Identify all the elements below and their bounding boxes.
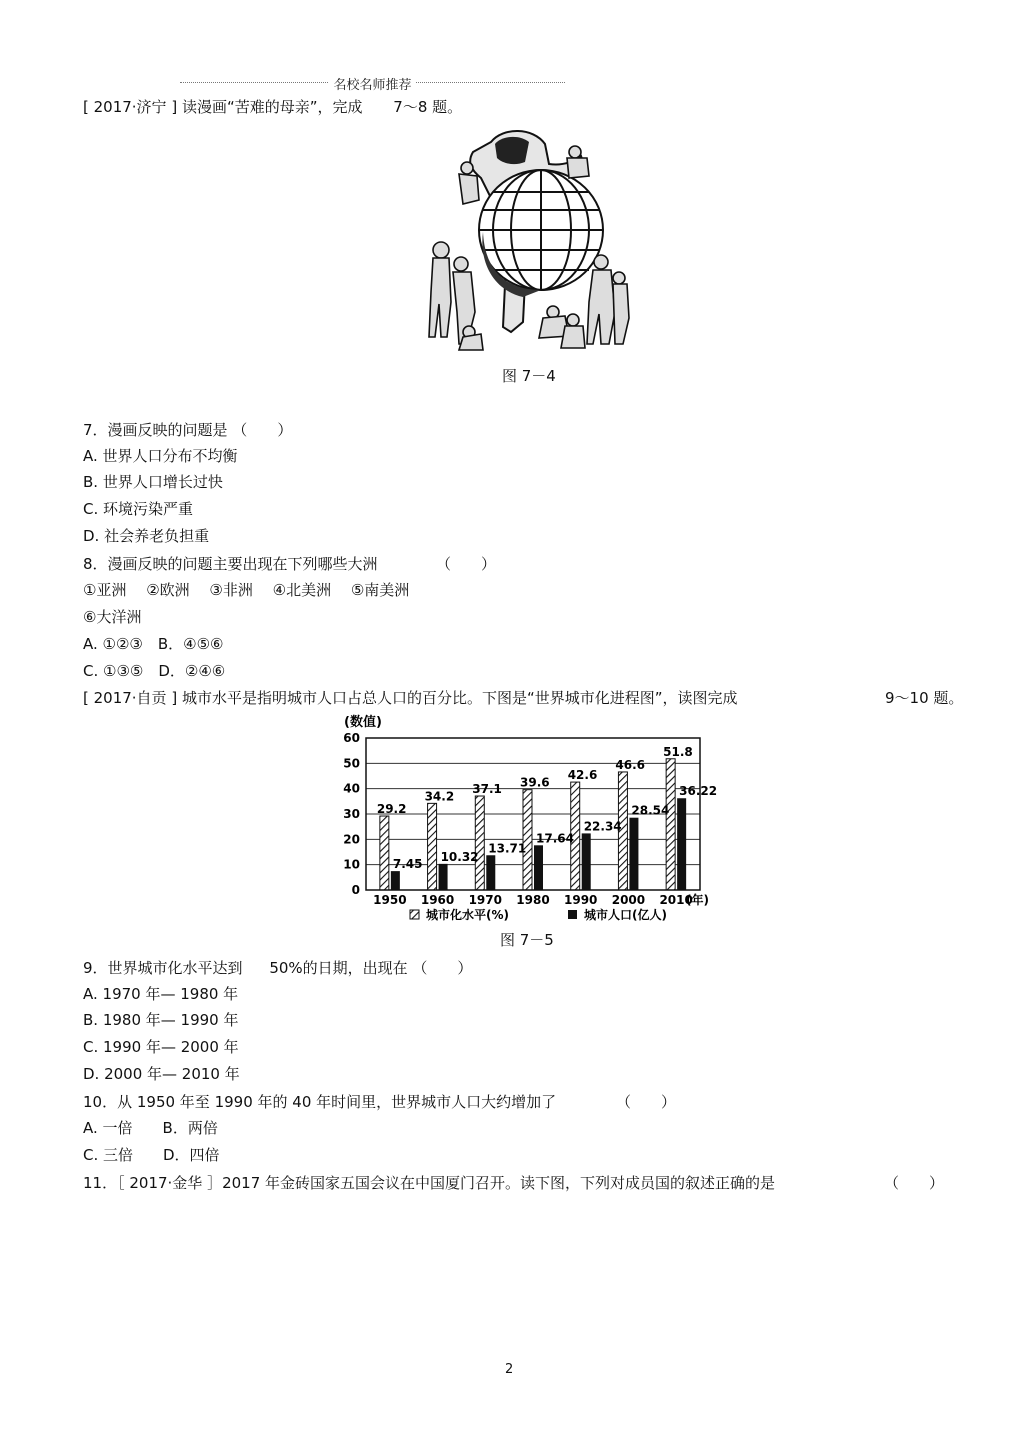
- bar-urbanization-1980: [523, 790, 532, 890]
- q9-stem-a: 9．世界城市化水平达到: [83, 959, 243, 977]
- value-label-urbanization-1960: 34.2: [424, 789, 455, 804]
- value-label-urbanization-1990: 42.6: [567, 768, 598, 783]
- bar-urban-population-2000: [629, 818, 638, 890]
- x-category-1950: 1950: [373, 893, 407, 907]
- q11-stem: 11．［ 2017·金华 ］2017 年金砖国家五国会议在中国厦门召开。读下图，下列对成员国的叙述正确的是: [83, 1174, 776, 1192]
- y-tick-0: 0: [351, 883, 360, 897]
- legend-swatch-urban-population: [568, 910, 577, 919]
- q9-option-a: A. 1970 年— 1980 年: [83, 985, 239, 1003]
- intro-source: [ 2017·济宁 ]: [83, 98, 178, 116]
- intro2-text: 城市水平是指明城市人口占总人口的百分比。下图是“世界城市化进程图”，读图完成: [181, 689, 738, 707]
- bar-urban-population-1960: [439, 864, 448, 890]
- value-label-urbanization-1950: 29.2: [376, 802, 407, 817]
- value-label-urbanization-2000: 46.6: [615, 757, 646, 772]
- legend-label-urbanization: 城市化水平(%): [426, 908, 509, 922]
- value-label-urban-population-1980: 17.64: [536, 831, 574, 846]
- value-label-urbanization-1970: 37.1: [472, 782, 502, 797]
- q7-option-c: C. 环境污染严重: [83, 500, 194, 518]
- bar-urban-population-1950: [391, 871, 400, 890]
- q7-stem: 7．漫画反映的问题是 （ ）: [83, 421, 293, 439]
- chart-x-categories: [373, 893, 693, 907]
- q10-paren: （ ）: [616, 1093, 677, 1111]
- value-label-urban-population-1990: 22.34: [583, 819, 622, 834]
- y-tick-50: 50: [343, 756, 360, 771]
- urbanization-bar-chart: [330, 710, 730, 925]
- intro2-source: [ 2017·自贡 ]: [83, 689, 178, 707]
- x-category-2010: 2010: [659, 893, 693, 907]
- header-title: 名校名师推荐: [329, 78, 415, 93]
- q8-options-line1: A. ①②③ B．④⑤⑥: [83, 635, 224, 653]
- page-header: [180, 74, 565, 92]
- q9-stem-b: 50%的日期，出现在 （ ）: [269, 959, 473, 977]
- x-category-1990: 1990: [564, 893, 598, 907]
- bar-urbanization-2010: [666, 759, 675, 890]
- value-label-urbanization-1980: 39.6: [520, 775, 550, 790]
- y-tick-60: 60: [343, 731, 360, 745]
- chart-x-unit: (年): [686, 893, 709, 907]
- q8-options-line2: C. ①③⑤ D．②④⑥: [83, 662, 226, 680]
- figure-7-4-caption: 图 7－4: [502, 367, 556, 385]
- q9-stem: [83, 958, 472, 978]
- figure-7-5-caption: 图 7－5: [500, 931, 554, 949]
- value-label-urban-population-2000: 28.54: [631, 803, 670, 818]
- y-tick-40: 40: [343, 781, 360, 796]
- bar-urban-population-1970: [486, 855, 495, 890]
- q8-items-line1: ①亚洲 ②欧洲 ③非洲 ④北美洲 ⑤南美洲: [83, 581, 410, 599]
- q8-stem: 8．漫画反映的问题主要出现在下列哪些大洲: [83, 555, 378, 573]
- q9-option-d: D. 2000 年— 2010 年: [83, 1065, 240, 1083]
- bar-urbanization-1970: [475, 796, 484, 890]
- legend-label-urban-population: 城市人口(亿人): [584, 908, 667, 922]
- q11-paren: （ ）: [884, 1174, 945, 1192]
- intro-range: 7～8 题。: [393, 98, 463, 116]
- x-category-1960: 1960: [420, 893, 455, 907]
- bar-urban-population-1980: [534, 845, 543, 890]
- value-label-urban-population-1960: 10.32: [440, 849, 479, 864]
- q10-options-line2: C. 三倍 D．四倍: [83, 1146, 220, 1164]
- q8-paren: （ ）: [436, 555, 497, 573]
- value-label-urban-population-2010: 36.22: [679, 784, 718, 799]
- chart-y-label: (数值): [344, 715, 382, 730]
- value-label-urban-population-1970: 13.71: [488, 841, 527, 856]
- bar-urban-population-1990: [582, 833, 591, 890]
- q7-option-a: A. 世界人口分布不均衡: [83, 447, 238, 465]
- intro2-range: 9～10 题。: [885, 689, 964, 707]
- cartoon-suffering-mother: [423, 122, 635, 354]
- y-tick-30: 30: [343, 807, 360, 821]
- value-label-urban-population-1950: 7.45: [392, 857, 423, 872]
- x-category-2000: 2000: [611, 893, 646, 907]
- chart-y-ticks: [343, 731, 360, 897]
- y-tick-20: 20: [343, 832, 360, 847]
- q9-option-b: B. 1980 年— 1990 年: [83, 1011, 239, 1029]
- bar-urban-population-2010: [677, 798, 686, 890]
- q10-options-line1: A. 一倍 B．两倍: [83, 1119, 218, 1137]
- value-label-urbanization-2010: 51.8: [663, 744, 693, 759]
- intro-text: 读漫画“苦难的母亲”，完成: [181, 98, 363, 116]
- intro-jining: [83, 97, 462, 117]
- q10-stem: 10．从 1950 年至 1990 年的 40 年时间里，世界城市人口大约增加了: [83, 1093, 557, 1111]
- q8-items-line2: ⑥大洋洲: [83, 608, 142, 626]
- legend-swatch-urbanization: [410, 910, 419, 919]
- chart-legend: [410, 907, 667, 922]
- intro-zigong: [83, 688, 738, 708]
- bar-urbanization-1960: [428, 803, 437, 890]
- y-tick-10: 10: [343, 857, 360, 872]
- q7-option-b: B. 世界人口增长过快: [83, 473, 223, 491]
- q9-option-c: C. 1990 年— 2000 年: [83, 1038, 239, 1056]
- bar-urbanization-1950: [380, 816, 389, 890]
- x-category-1970: 1970: [468, 893, 502, 907]
- page-number: 2: [505, 1362, 514, 1377]
- x-category-1980: 1980: [516, 893, 550, 907]
- q7-option-d: D. 社会养老负担重: [83, 527, 210, 545]
